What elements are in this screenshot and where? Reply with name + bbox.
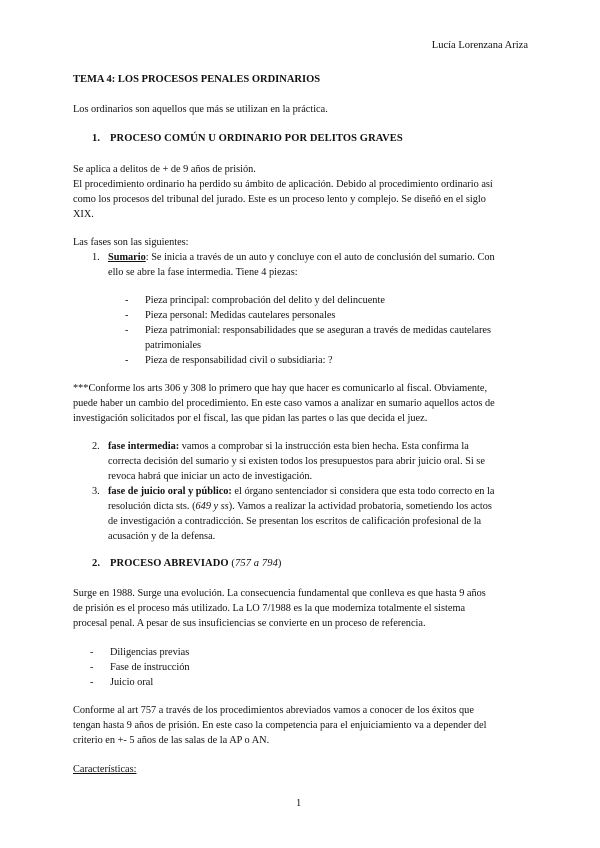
section-2-heading: 2. PROCESO ABREVIADO (757 a 794) [92, 558, 282, 569]
author-header: Lucía Lorenzana Ariza [431, 40, 528, 51]
list-item-juicio-oral: 3. fase de juicio oral y público: el órgano sentenciador si considera que esta todo correcto en la resolución dicta sts. (649 y ss). Vamos a realizar la actividad probatoria, sometiendo los actos de investigación a contradicción. Se presentan los escritos de calificación profesional de la acusación y de la defensa. [92, 486, 495, 542]
section-1-paragraph-line: Se aplica a delitos de + de 9 años de prisión. [73, 164, 256, 175]
section-1-paragraph-line: El procedimiento ordinario ha perdido su ámbito de aplicación. Debido al procedimiento ordinario así [73, 179, 493, 190]
list-item: - Diligencias previas [90, 647, 190, 658]
article-reference: 757 a 794 [235, 558, 278, 569]
section-2-paragraph-line: procesal penal. A pesar de sus insuficiencias se convierte en un proceso de referencia. [73, 618, 426, 629]
note-line: puede haber un cambio del procedimiento. En este caso vamos a analizar en sumario aquellos actos de [73, 398, 495, 409]
list-item: - Pieza patrimonial: responsabilidades que se aseguran a través de medidas cautelares patrimoniales [125, 325, 491, 351]
section-1-title: PROCESO COMÚN U ORDINARIO POR DELITOS GRAVES [110, 133, 403, 144]
list-item: - Pieza personal: Medidas cautelares personales [125, 310, 336, 321]
note-line: ***Conforme los arts 306 y 308 lo primero que hay que hacer es comunicarlo al fiscal. Obviamente, [73, 383, 488, 394]
fase-intermedia-term: fase intermedia: [108, 441, 180, 452]
sumario-term: Sumario [108, 252, 146, 263]
juicio-oral-term: fase de juicio oral y público: [108, 486, 232, 497]
section-1-heading [92, 131, 403, 146]
section-1-paragraph-line: como los procesos del tribunal del jurado. Este es un proceso lento y complejo. Se diseñó en el siglo [73, 194, 486, 205]
article-reference: 649 y ss [195, 501, 229, 512]
intro-paragraph: Los ordinarios son aquellos que más se utilizan en la práctica. [73, 104, 328, 115]
section-2-paragraph-line: Conforme al art 757 a través de los procedimientos abreviados vamos a conocer de los éxitos que [73, 705, 474, 716]
list-item: - Pieza de responsabilidad civil o subsidiaria: ? [125, 355, 333, 366]
section-2-number: 2. [92, 558, 101, 569]
page-number: 1 [296, 798, 302, 809]
section-2-paragraph-line: criterio en +- 5 años de las salas de la AP o AN. [73, 735, 270, 746]
section-2-title: PROCESO ABREVIADO [110, 558, 229, 569]
list-item-fase-intermedia: 2. fase intermedia: vamos a comprobar si la instrucción esta bien hecha. Esta confirma la correcta decisión del sumario y si existen todos los presupuestos para abrir juicio oral. Si se revoca habrá que iniciar un acto de investigación. [92, 441, 485, 482]
list-item: - Pieza principal: comprobación del delito y del delincuente [125, 295, 385, 306]
list-number: 1. [92, 252, 100, 263]
list-item: - Fase de instrucción [90, 662, 190, 673]
section-2-paragraph-line: tengan hasta 9 años de prisión. En este caso la competencia para el enjuiciamiento va a depender del [73, 720, 487, 731]
page-title: TEMA 4: LOS PROCESOS PENALES ORDINARIOS [73, 74, 321, 85]
caracteristicas-heading: Características: [73, 764, 137, 775]
list-item-sumario: 1. Sumario: Se inicia a través de un auto y concluye con el auto de conclusión del sumario. Con ello se abre la fase intermedia. Tiene 4 piezas: [92, 252, 495, 278]
list-item: - Juicio oral [90, 677, 154, 688]
section-2-paragraph-line: de prisión es el proceso más utilizado. La LO 7/1988 es la que moderniza totalmente el sistema [73, 603, 466, 614]
section-2-paragraph-line: Surge en 1988. Surge una evolución. La consecuencia fundamental que conlleva es que hasta 9 años [73, 588, 486, 599]
section-1-number: 1. [92, 133, 101, 144]
note-line: investigación solicitados por el fiscal, las que pidan las partes o las que decida el juez. [73, 413, 428, 424]
fases-intro: Las fases son las siguientes: [73, 237, 189, 248]
list-number: 3. [92, 486, 100, 497]
list-number: 2. [92, 441, 100, 452]
section-1-paragraph-line: XIX. [73, 209, 94, 220]
